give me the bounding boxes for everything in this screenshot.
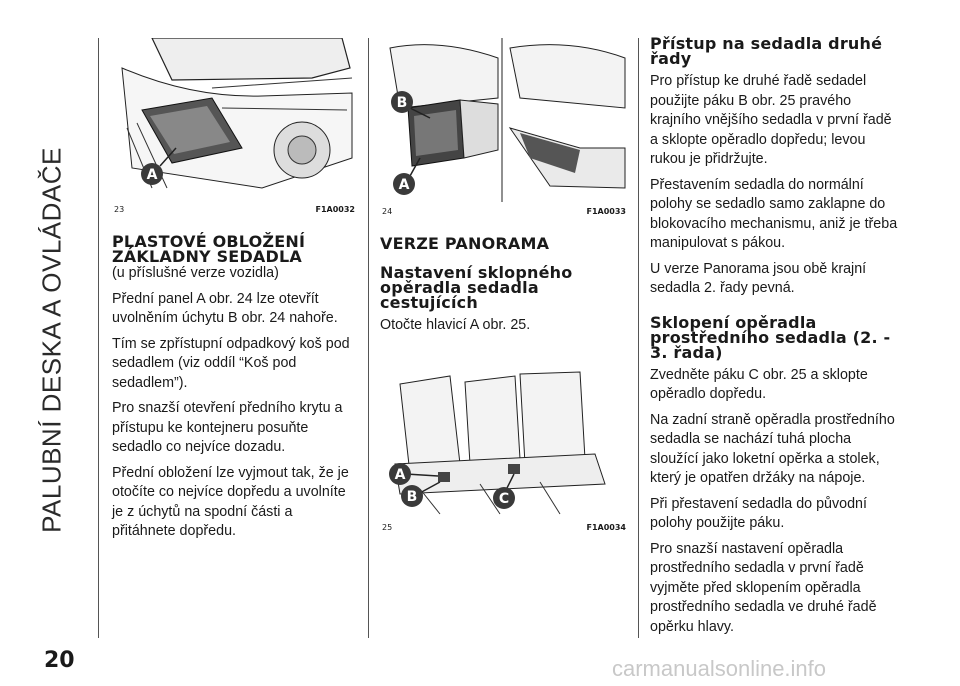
svg-text:A: A (394, 466, 406, 483)
paragraph: Pro přístup ke druhé řadě sedadel použijte páku B obr. 25 pravého krajního vnějšího sedadla v první řadě a sklopte opěradlo dopředu; levou rukou je přidržujte. (650, 73, 892, 167)
svg-text:A: A (398, 177, 410, 193)
figure-code: F1A0033 (586, 207, 626, 216)
paragraph: Při přestavení sedadla do původní polohy použijte páku. (650, 495, 867, 531)
heading-second-row-access: Přístup na sedadla druhé řady (650, 34, 883, 68)
column-rule-left (98, 38, 99, 638)
figure-number: 23 (114, 205, 125, 214)
svg-text:B: B (406, 488, 418, 505)
svg-text:C: C (498, 490, 510, 507)
figure-24 (380, 38, 628, 218)
paragraph: Pro snazší nastavení opěradla prostředního sedadla v první řadě vyjměte před sklopením opěradla prostředního sedadla ve druhé řadě opěrku hlavy. (650, 540, 877, 635)
heading-middle-seat-fold: Sklopení opěradla prostředního sedadla (2. - 3. řada) (650, 312, 891, 362)
figure-code: F1A0034 (586, 522, 626, 532)
column-rule-right (638, 38, 639, 638)
svg-text:A: A (146, 167, 158, 183)
paragraph: U verze Panorama jsou obě krajní sedadla 2. řady pevná. (650, 260, 867, 296)
paragraph: Otočte hlavicí A obr. 25. (380, 317, 531, 333)
figure-23 (112, 38, 357, 216)
paragraph: Pro snazší otevření předního krytu a přístupu ke kontejneru posuňte sedadlo co nejvíce dozadu. (112, 400, 343, 455)
subnote: (u příslušné verze vozidla) (112, 265, 279, 281)
figure-24-caption (380, 202, 628, 218)
paragraph: Tím se zpřístupní odpadkový koš pod sedadlem (viz oddíl “Koš pod sedadlem”). (112, 335, 350, 391)
svg-text:B: B (396, 95, 408, 111)
column-1 (112, 38, 357, 542)
figure-23-caption (112, 200, 357, 216)
heading-plastic-cover: PLASTOVÉ OBLOŽENÍ ZÁKLADNY SEDADLA (112, 232, 306, 266)
paragraph: Zvedněte páku C obr. 25 a sklopte opěradlo dopředu. (650, 366, 868, 402)
figure-25 (380, 364, 628, 534)
figure-number: 24 (382, 207, 393, 216)
paragraph: Přední panel A obr. 24 lze otevřít uvolněním úchytu B obr. 24 nahoře. (112, 290, 338, 326)
heading-panorama: VERZE PANORAMA (380, 234, 550, 253)
figure-24-illustration (380, 38, 628, 202)
section-title (22, 20, 82, 660)
section-title-text: PALUBNÍ DESKA A OVLÁDAČE (36, 147, 67, 533)
figure-23-illustration (112, 38, 357, 200)
paragraph: Přestavením sedadla do normální polohy se sedadlo samo zaklapne do blokovacího mechanismu, aniž je třeba manipulovat s pákou. (650, 176, 898, 251)
paragraph: Na zadní straně opěradla prostředního sedadla se nachází tuhá plocha sloužící jako loketní opěrka a stolek, který je opatřen držáky na nápoje. (650, 411, 895, 486)
figure-number: 25 (382, 522, 393, 532)
page-number: 20 (44, 648, 75, 673)
subheading-backrest: Nastavení sklopného opěradla sedadla cestujících (380, 263, 573, 312)
figure-25-illustration (380, 364, 628, 518)
figure-code: F1A0032 (315, 205, 355, 214)
column-2 (380, 38, 628, 534)
column-rule-middle (368, 38, 369, 638)
column-3 (650, 36, 900, 637)
paragraph: Přední obložení lze vyjmout tak, že je otočíte co nejvíce dopředu a uvolníte je z úchytů na spodní části a přitáhnete dopředu. (112, 464, 349, 539)
watermark: carmanualsonline.info (612, 656, 827, 681)
figure-25-caption (380, 518, 628, 534)
